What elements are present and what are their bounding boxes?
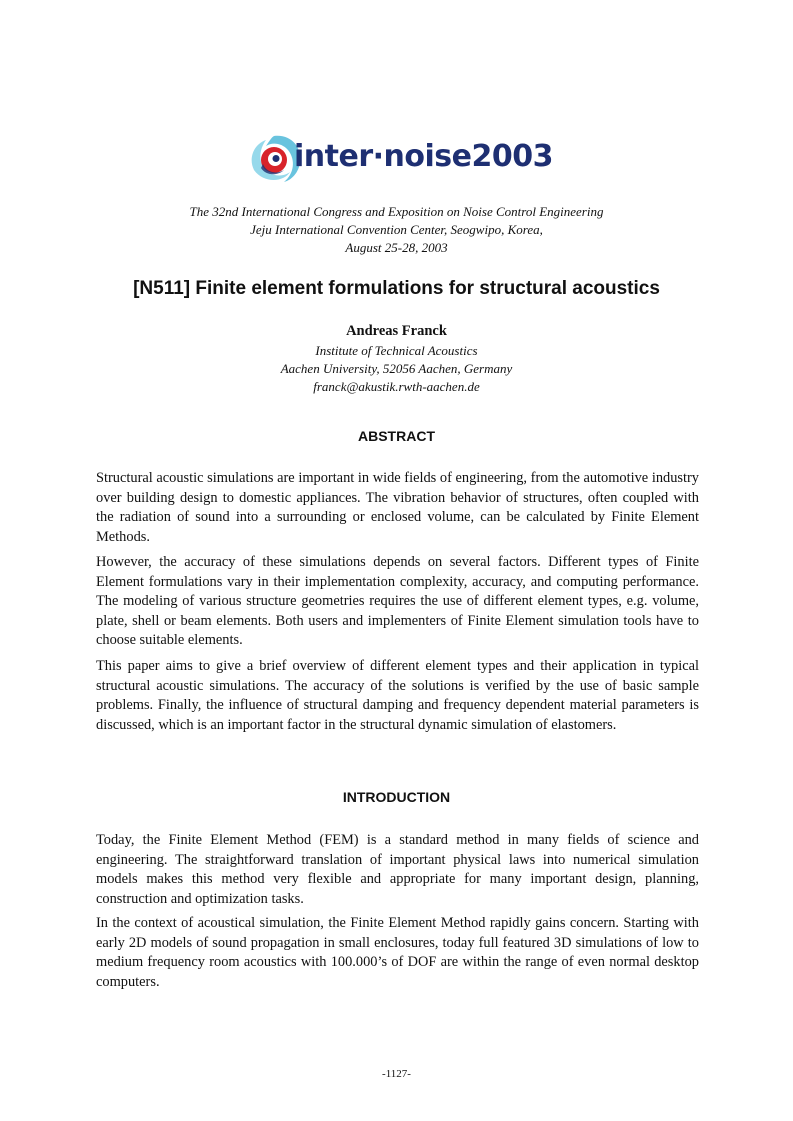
- abstract-paragraph: This paper aims to give a brief overview of different element types and their application in typical structural acoustic simulations. The accuracy of the solutions is verified by the use of basic sample problems. Finally, the influence of structural damping and frequency dependent material parameters is discussed, which is an important factor in the structural dynamic simulation of elastomers.: [96, 658, 699, 733]
- introduction-paragraph: Today, the Finite Element Method (FEM) is a standard method in many fields of science and engineering. The straightforward translation of important physical laws into numerical simulation models makes this method very flexible and appropriate for many important design, planning, construction and optimization tasks.: [96, 832, 699, 907]
- abstract-heading: ABSTRACT: [358, 428, 435, 444]
- page-number: -1127-: [382, 1068, 411, 1080]
- author-name: Andreas Franck: [346, 323, 447, 339]
- conference-logo: [244, 130, 554, 190]
- abstract-paragraph: Structural acoustic simulations are important in wide fields of engineering, from the automotive industry over building design to domestic appliances. The vibration behavior of structures, often coupled with the radiation of sound into a surrounding or enclosed volume, can be calculated by Finite Element Methods.: [96, 470, 699, 545]
- author-university: Aachen University, 52056 Aachen, Germany: [280, 361, 513, 376]
- paper-title: [N511] Finite element formulations for structural acoustics: [133, 278, 660, 299]
- introduction-paragraph: In the context of acoustical simulation, the Finite Element Method rapidly gains concern. Starting with early 2D models of sound propagation in small enclosures, today full featured 3D simulations of low to medium frequency room acoustics with 100.000’s of DOF are within the range of even normal desktop computers.: [96, 915, 699, 990]
- conference-venue: Jeju International Convention Center, Seogwipo, Korea,: [250, 222, 543, 237]
- abstract-paragraph: However, the accuracy of these simulations depends on several factors. Different types of Finite Element formulations vary in their implementation complexity, accuracy, and computing performance. The modeling of various structure geometries requires the use of different element types, e.g. volume, plate, shell or beam elements. Both users and implementers of Finite Element simulation tools have to choose suitable elements.: [96, 554, 699, 649]
- conference-name: The 32nd International Congress and Exposition on Noise Control Engineering: [189, 204, 604, 219]
- logo-text: inter·noise2003: [294, 139, 553, 174]
- author-email: franck@akustik.rwth-aachen.de: [313, 379, 480, 394]
- author-institute: Institute of Technical Acoustics: [315, 343, 478, 358]
- introduction-heading: INTRODUCTION: [342, 789, 451, 805]
- conference-dates: August 25-28, 2003: [345, 240, 448, 255]
